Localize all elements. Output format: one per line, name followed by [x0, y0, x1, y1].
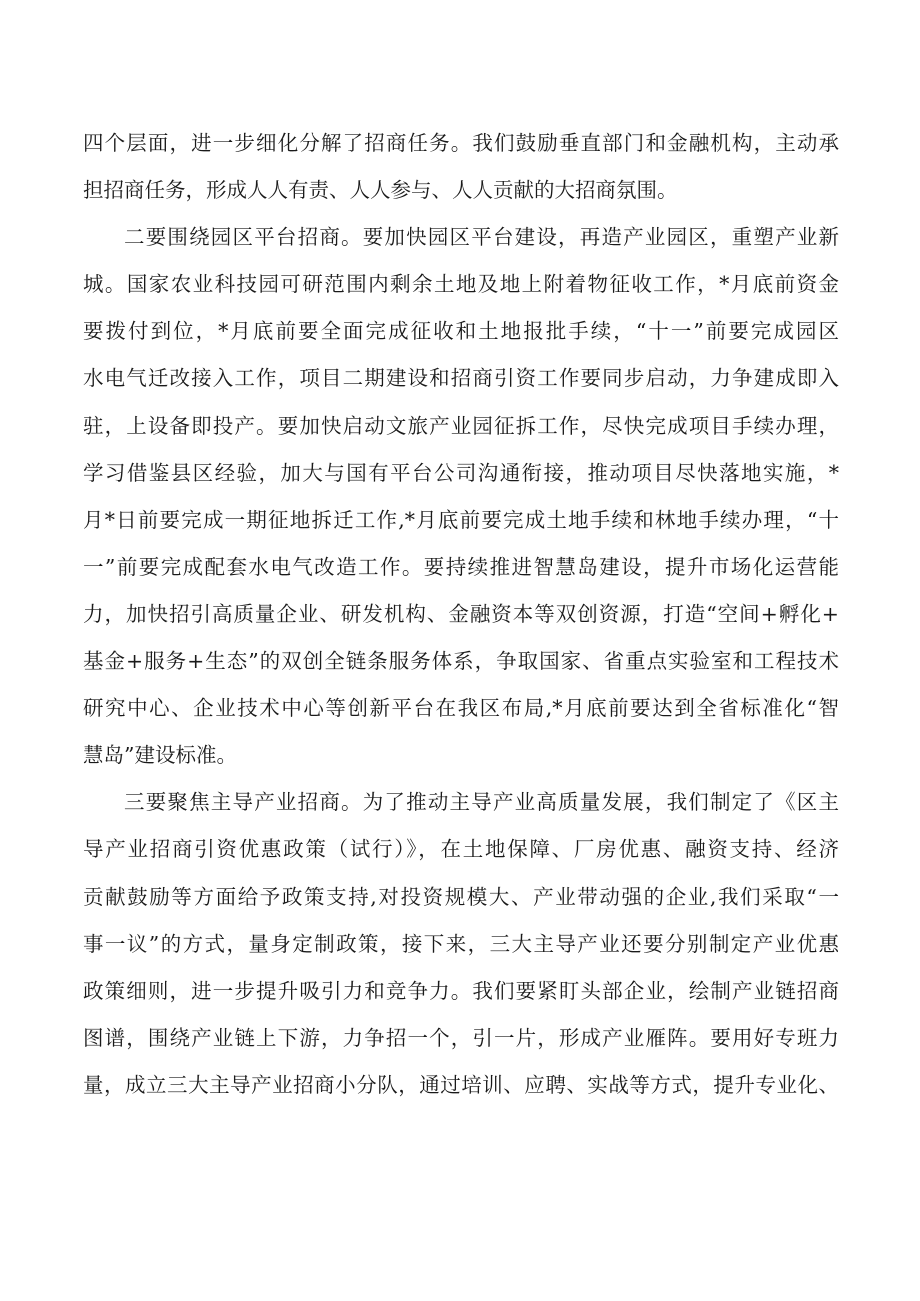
text-line: 基金+服务+生态”的双创全链条服务体系，争取国家、省重点实验室和工程技术	[83, 649, 839, 674]
text-line: 二要围绕园区平台招商。要加快园区平台建设，再造产业园区，重塑产业新	[124, 225, 839, 250]
text-line: 导产业招商引资优惠政策（试行）》，在土地保障、厂房优惠、融资支持、经济	[83, 837, 839, 862]
text-line: 水电气迁改接入工作，项目二期建设和招商引资工作要同步启动，力争建成即入	[83, 366, 839, 391]
text-line: 三要聚焦主导产业招商。为了推动主导产业高质量发展，我们制定了《区主	[124, 790, 839, 815]
text-line: 四个层面，进一步细化分解了招商任务。我们鼓励垂直部门和金融机构，主动承	[83, 131, 839, 155]
text-line: 研究中心、企业技术中心等创新平台在我区布局,*月底前要达到全省标准化“智	[83, 696, 839, 721]
text-line: 力，加快招引高质量企业、研发机构、金融资本等双创资源，打造“空间+孵化+	[83, 601, 839, 626]
text-line: 政策细则，进一步提升吸引力和竞争力。我们要紧盯头部企业，绘制产业链招商	[83, 978, 839, 1003]
paragraph-2	[83, 214, 839, 779]
text-line: 一”前要完成配套水电气改造工作。要持续推进智慧岛建设，提升市场化运营能	[83, 554, 839, 579]
text-line: 事一议”的方式，量身定制政策，接下来，三大主导产业还要分别制定产业优惠	[83, 931, 839, 956]
text-line: 慧岛”建设标准。	[83, 743, 237, 768]
text-line: 图谱，围绕产业链上下游，力争招一个，引一片，形成产业雁阵。要用好专班力	[83, 1025, 839, 1050]
text-line: 学习借鉴县区经验，加大与国有平台公司沟通衔接，推动项目尽快落地实施，*	[83, 460, 839, 485]
text-line: 贡献鼓励等方面给予政策支持,对投资规模大、产业带动强的企业,我们采取“一	[83, 884, 839, 909]
text-line: 驻，上设备即投产。要加快启动文旅产业园征拆工作，尽快完成项目手续办理，	[83, 413, 839, 438]
text-line: 要拨付到位，*月底前要全面完成征收和土地报批手续，“十一”前要完成园区	[83, 319, 839, 344]
document-body	[83, 120, 839, 1109]
text-line: 城。国家农业科技园可研范围内剩余土地及地上附着物征收工作，*月底前资金	[83, 272, 839, 297]
paragraph-3	[83, 779, 839, 1109]
paragraph-1	[83, 120, 839, 214]
text-line: 月*日前要完成一期征地拆迁工作,*月底前要完成土地手续和林地手续办理，“十	[83, 507, 839, 532]
text-line: 担招商任务，形成人人有责、人人参与、人人贡献的大招商氛围。	[83, 178, 678, 203]
text-line: 量，成立三大主导产业招商小分队，通过培训、应聘、实战等方式，提升专业化、	[83, 1072, 839, 1097]
